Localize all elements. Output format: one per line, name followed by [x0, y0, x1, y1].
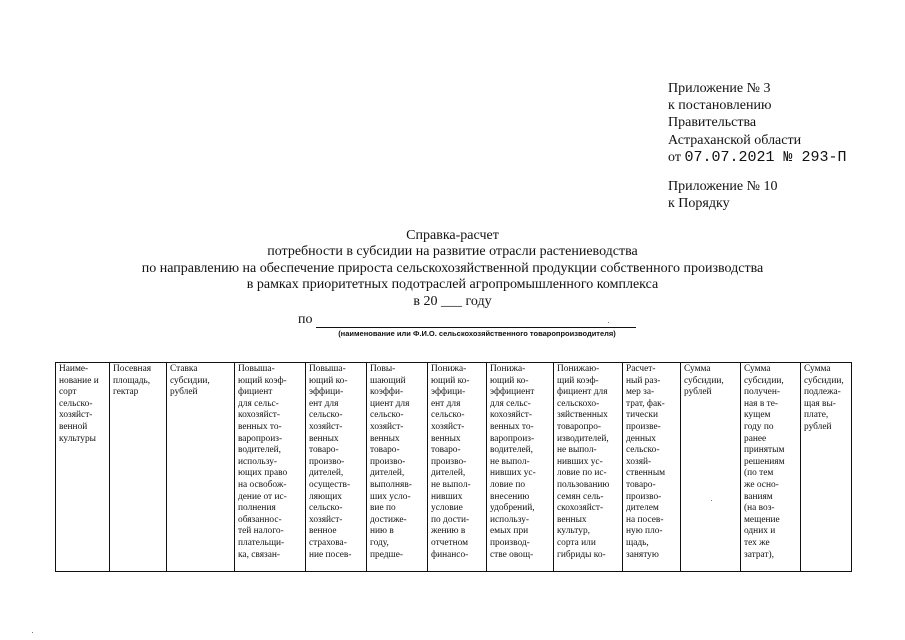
header-cell: Сумма субсидии, рублей — [681, 363, 741, 572]
appendix-line: к Порядку — [668, 196, 730, 212]
title-line: потребности в субсидии на развитие отрасли растениеводства — [267, 244, 638, 260]
header-cell: Понижа- ющий ко- эффициент для сельс- кохозяйст- венных то- варопроиз- водителей, не выпол- нивших ус- ловие по внесению удобрений, использу- емых при производ- стве овощ- — [487, 363, 554, 572]
table-header-row — [56, 363, 852, 572]
by-label: по — [298, 312, 313, 327]
header-cell: Повыша- ющий коэф- фициент для сельс- кохозяйст- венных то- варопроиз- водителей, использу- ющих право на освобож- дение от ис- полнения обязаннос- тей налого- плательщи- ка, связан- — [235, 363, 306, 572]
appendix-line: Приложение № 10 — [668, 179, 778, 194]
document-title — [0, 228, 905, 310]
appendix-3-block — [668, 80, 846, 166]
appendix-line: Приложение № 3 — [668, 81, 771, 96]
decree-date-line — [668, 149, 846, 166]
header-cell: Посевная площадь, гектар — [110, 363, 167, 572]
decree-date-number: 07.07.2021 № 293-П — [684, 148, 847, 166]
header-cell: Расчет- ный раз- мер за- трат, фак- тически произве- денных сельско- хозяй- ственным товаро- произво- дителем на посев- ную пло- щадь, занятую — [623, 363, 681, 572]
header-cell: Наиме- нование и сорт сельско- хозяйст- венной культуры — [56, 363, 110, 572]
calculation-table — [55, 362, 852, 572]
producer-name-field — [316, 327, 636, 328]
header-cell: Понижа- ющий ко- эффици- ент для сельско- хозяйст- венных товаро- произво- дителей, не выпол- нивших условие по дости- жению в отчетном финансо- — [428, 363, 487, 572]
scan-speck — [711, 500, 712, 501]
producer-name-caption: (наименование или Ф.И.О. сельскохозяйственного товаропроизводителя) — [338, 329, 616, 338]
header-cell: Понижаю- щий коэф- фициент для сельскохо- зяйственных товаропро- изводителей, не выпол- нивших ус- ловие по ис- пользованию семян сель- скохозяйст- венных культур, сорта или гибриды ко- — [554, 363, 623, 572]
scan-speck — [608, 322, 609, 323]
scan-speck — [32, 632, 33, 633]
year-line: в 20 ___ году — [413, 293, 492, 309]
header-cell: Сумма субсидии, получен- ная в те- кущем году по ранее принятым решениям (по тем же осно- ваниям (на воз- мещение одних и тех же затрат), — [741, 363, 801, 572]
title-line: по направлению на обеспечение прироста сельскохозяйственной продукции собственного производства — [141, 260, 764, 276]
title-line: Справка-расчет — [406, 228, 499, 243]
header-cell: Повыша- ющий ко- эффици- ент для сельско- хозяйст- венных товаро- произво- дителей, осуществ- ляющих сельско- хозяйст- венное страхова- ние посев- — [306, 363, 367, 572]
appendix-line: к постановлению — [668, 98, 772, 114]
appendix-line: Астраханской области — [668, 132, 802, 148]
date-prefix: от — [668, 149, 681, 165]
header-cell: Повы- шающий коэффи- циент для сельско- хозяйст- венных товаро- произво- дителей, выполняв- ших усло- вие по достиже- нию в году, предше- — [367, 363, 428, 572]
appendix-line: Правительства — [668, 115, 757, 131]
title-line: в рамках приоритетных подотраслей агропромышленного комплекса — [246, 277, 659, 293]
header-cell: Ставка субсидии, рублей — [167, 363, 235, 572]
appendix-10-block — [668, 178, 778, 212]
header-cell: Сумма субсидии, подлежа- щая вы- плате, рублей — [801, 363, 852, 572]
